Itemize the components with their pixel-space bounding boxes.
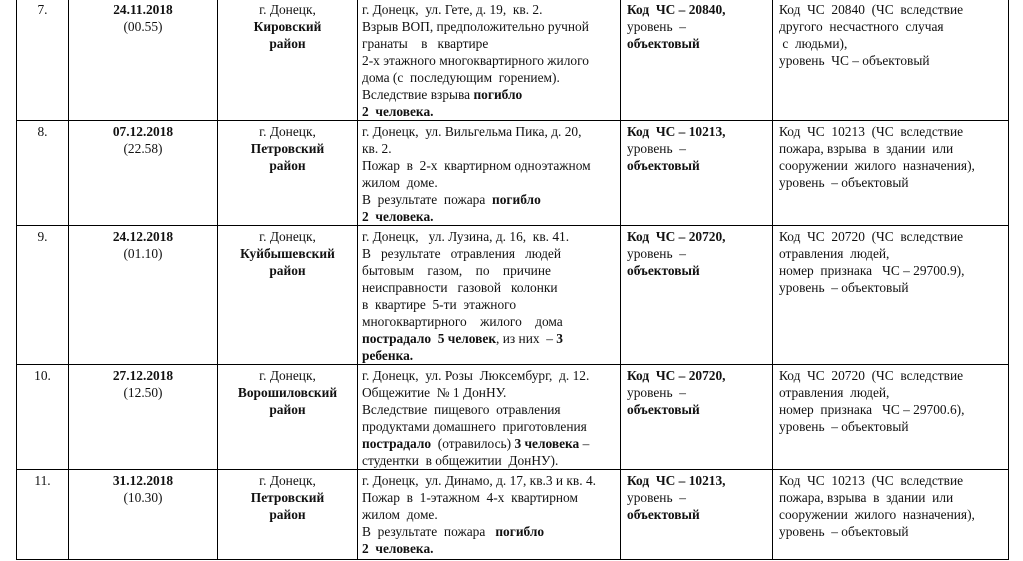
city: г. Донецк, <box>259 473 316 488</box>
description-line <box>362 103 616 120</box>
description-text: неисправности газовой колонки <box>362 280 558 295</box>
classification-line: Код ЧС 10213 (ЧС вследствие <box>779 124 964 139</box>
date-cell <box>69 365 218 470</box>
description-text: Пожар в 1-этажном 4-х квартирном <box>362 490 578 505</box>
classification-line: сооружении жилого назначения), <box>779 507 975 522</box>
description-text: 2 человека. <box>362 541 434 556</box>
classification-line: отравления людей, <box>779 385 890 400</box>
location-cell <box>218 365 358 470</box>
description-text: (отравилось) <box>431 436 515 451</box>
description-text: жилом доме. <box>362 507 438 522</box>
incident-date: 24.12.2018 <box>112 229 174 244</box>
emergency-code: Код ЧС – 20720, <box>627 368 726 383</box>
description-text: пострадало <box>362 436 432 451</box>
description-line <box>362 452 616 469</box>
classification-line: уровень – объектовый <box>779 524 909 539</box>
description-line <box>362 18 616 35</box>
description-line <box>362 330 616 347</box>
row-number-cell <box>17 365 69 470</box>
description-text: г. Донецк, ул. Гете, д. 19, кв. 2. <box>362 2 543 17</box>
classification-line: сооружении жилого назначения), <box>779 158 975 173</box>
classification-line: Код ЧС 20720 (ЧС вследствие <box>779 368 964 383</box>
table-row <box>17 121 1009 226</box>
incident-time: (22.58) <box>123 141 163 156</box>
description-line <box>362 401 616 418</box>
row-number: 11. <box>34 473 51 488</box>
description-text: г. Донецк, ул. Вильгельма Пика, д. 20, <box>362 124 582 139</box>
description-text: В результате пожара <box>362 192 492 207</box>
description-cell <box>358 226 621 365</box>
classification-line: с людьми), <box>779 36 848 51</box>
description-text: г. Донецк, ул. Динамо, д. 17, кв.3 и кв. 4. <box>362 473 596 488</box>
incident-date: 27.12.2018 <box>112 368 174 383</box>
description-cell <box>358 0 621 121</box>
classification-line: уровень ЧС – объектовый <box>779 53 930 68</box>
emergency-level: объектовый <box>627 158 700 173</box>
description-line <box>362 123 616 140</box>
row-number: 10. <box>34 368 51 383</box>
classification-line: другого несчастного случая <box>779 19 944 34</box>
classification-line: уровень – объектовый <box>779 280 909 295</box>
date-cell <box>69 226 218 365</box>
incident-time: (01.10) <box>123 246 163 261</box>
description-text: ребенка. <box>362 348 414 363</box>
description-line <box>362 52 616 69</box>
table-row <box>17 470 1009 560</box>
description-line <box>362 472 616 489</box>
description-text: Вследствие пищевого отравления <box>362 402 561 417</box>
description-line <box>362 157 616 174</box>
description-text: 3 человека <box>514 436 580 451</box>
description-cell <box>358 470 621 560</box>
emergency-level: объектовый <box>627 263 700 278</box>
incident-time: (00.55) <box>123 19 163 34</box>
emergency-level: объектовый <box>627 402 700 417</box>
description-cell <box>358 365 621 470</box>
description-line <box>362 69 616 86</box>
description-line <box>362 140 616 157</box>
incident-time: (10.30) <box>123 490 163 505</box>
description-line <box>362 174 616 191</box>
table-row <box>17 226 1009 365</box>
description-line <box>362 191 616 208</box>
district: Куйбышевский <box>240 246 335 261</box>
description-text: погибло <box>491 192 541 207</box>
incident-date: 07.12.2018 <box>112 124 174 139</box>
emergency-level: объектовый <box>627 36 700 51</box>
city: г. Донецк, <box>259 124 316 139</box>
description-line <box>362 313 616 330</box>
description-line <box>362 506 616 523</box>
district: Петровский <box>250 141 325 156</box>
description-text: продуктами домашнего приготовления <box>362 419 587 434</box>
description-line <box>362 489 616 506</box>
classification-line: номер признака ЧС – 29700.9), <box>779 263 965 278</box>
description-text: 3 <box>556 331 563 346</box>
description-line <box>362 279 616 296</box>
description-line <box>362 540 616 557</box>
description-line <box>362 86 616 103</box>
description-line <box>362 523 616 540</box>
emergency-level-label: уровень – <box>627 141 686 156</box>
description-line <box>362 418 616 435</box>
description-line <box>362 228 616 245</box>
emergency-code: Код ЧС – 20720, <box>627 229 726 244</box>
classification-line: пожара, взрыва в здании или <box>779 490 954 505</box>
emergency-level: объектовый <box>627 507 700 522</box>
city: г. Донецк, <box>259 229 316 244</box>
description-text: В результате отравления людей <box>362 246 562 261</box>
location-cell <box>218 470 358 560</box>
incident-date: 31.12.2018 <box>112 473 174 488</box>
incident-date: 24.11.2018 <box>113 2 173 17</box>
description-text: г. Донецк, ул. Лузина, д. 16, кв. 41. <box>362 229 570 244</box>
incident-time: (12.50) <box>123 385 163 400</box>
description-cell <box>358 121 621 226</box>
description-line <box>362 262 616 279</box>
row-number: 7. <box>37 2 48 17</box>
emergency-level-label: уровень – <box>627 385 686 400</box>
emergency-code-cell <box>621 365 773 470</box>
row-number-cell <box>17 226 69 365</box>
description-line <box>362 347 616 364</box>
row-number-cell <box>17 121 69 226</box>
description-text: г. Донецк, ул. Розы Люксембург, д. 12. <box>362 368 590 383</box>
description-text: студентки в общежитии ДонНУ). <box>362 453 559 468</box>
emergency-code: Код ЧС – 10213, <box>627 124 726 139</box>
location-cell <box>218 226 358 365</box>
emergency-level-label: уровень – <box>627 19 686 34</box>
row-number-cell <box>17 0 69 121</box>
description-text: жилом доме. <box>362 175 438 190</box>
description-text: , из них – <box>496 331 557 346</box>
district-suffix: район <box>269 263 306 278</box>
location-cell <box>218 0 358 121</box>
classification-cell <box>773 226 1009 365</box>
date-cell <box>69 0 218 121</box>
district: Кировский <box>253 19 322 34</box>
description-text: погибло <box>495 524 545 539</box>
classification-line: уровень – объектовый <box>779 419 909 434</box>
location-cell <box>218 121 358 226</box>
classification-cell <box>773 121 1009 226</box>
district-suffix: район <box>269 158 306 173</box>
description-text: Общежитие № 1 ДонНУ. <box>362 385 507 400</box>
emergency-code-cell <box>621 121 773 226</box>
description-text: Вследствие взрыва <box>362 87 474 102</box>
description-text: В результате пожара <box>362 524 496 539</box>
description-text: в квартире 5-ти этажного <box>362 297 517 312</box>
incidents-table <box>16 0 1009 560</box>
description-text: бытовым газом, по причине <box>362 263 551 278</box>
city: г. Донецк, <box>259 368 316 383</box>
description-text: многоквартирного жилого дома <box>362 314 563 329</box>
classification-line: уровень – объектовый <box>779 175 909 190</box>
emergency-code: Код ЧС – 10213, <box>627 473 726 488</box>
district-suffix: район <box>269 36 306 51</box>
emergency-code-cell <box>621 470 773 560</box>
row-number: 9. <box>37 229 48 244</box>
description-text: кв. 2. <box>362 141 392 156</box>
classification-line: пожара, взрыва в здании или <box>779 141 954 156</box>
description-text: 2-х этажного многоквартирного жилого <box>362 53 589 68</box>
description-text: Взрыв ВОП, предположительно ручной <box>362 19 589 34</box>
classification-line: Код ЧС 20720 (ЧС вследствие <box>779 229 964 244</box>
description-text: дома (с последующим горением). <box>362 70 560 85</box>
description-line <box>362 384 616 401</box>
description-text: погибло <box>473 87 523 102</box>
classification-cell <box>773 365 1009 470</box>
classification-line: номер признака ЧС – 29700.6), <box>779 402 965 417</box>
row-number-cell <box>17 470 69 560</box>
table-row <box>17 0 1009 121</box>
description-line <box>362 435 616 452</box>
description-text: пострадало 5 человек <box>362 331 497 346</box>
description-text: – <box>579 436 590 451</box>
emergency-code: Код ЧС – 20840, <box>627 2 726 17</box>
description-line <box>362 35 616 52</box>
classification-line: Код ЧС 10213 (ЧС вследствие <box>779 473 964 488</box>
description-text: 2 человека. <box>362 104 434 119</box>
city: г. Донецк, <box>259 2 316 17</box>
table-row <box>17 365 1009 470</box>
row-number: 8. <box>37 124 48 139</box>
emergency-level-label: уровень – <box>627 246 686 261</box>
emergency-code-cell <box>621 226 773 365</box>
classification-line: Код ЧС 20840 (ЧС вследствие <box>779 2 964 17</box>
description-text: гранаты в квартире <box>362 36 489 51</box>
classification-line: отравления людей, <box>779 246 890 261</box>
classification-cell <box>773 470 1009 560</box>
district-suffix: район <box>269 507 306 522</box>
district-suffix: район <box>269 402 306 417</box>
classification-cell <box>773 0 1009 121</box>
description-line <box>362 367 616 384</box>
description-text: Пожар в 2-х квартирном одноэтажном <box>362 158 591 173</box>
description-line <box>362 1 616 18</box>
district: Петровский <box>250 490 325 505</box>
description-text: 2 человека. <box>362 209 434 224</box>
date-cell <box>69 470 218 560</box>
emergency-level-label: уровень – <box>627 490 686 505</box>
emergency-code-cell <box>621 0 773 121</box>
date-cell <box>69 121 218 226</box>
description-line <box>362 208 616 225</box>
district: Ворошиловский <box>237 385 338 400</box>
description-line <box>362 296 616 313</box>
description-line <box>362 245 616 262</box>
